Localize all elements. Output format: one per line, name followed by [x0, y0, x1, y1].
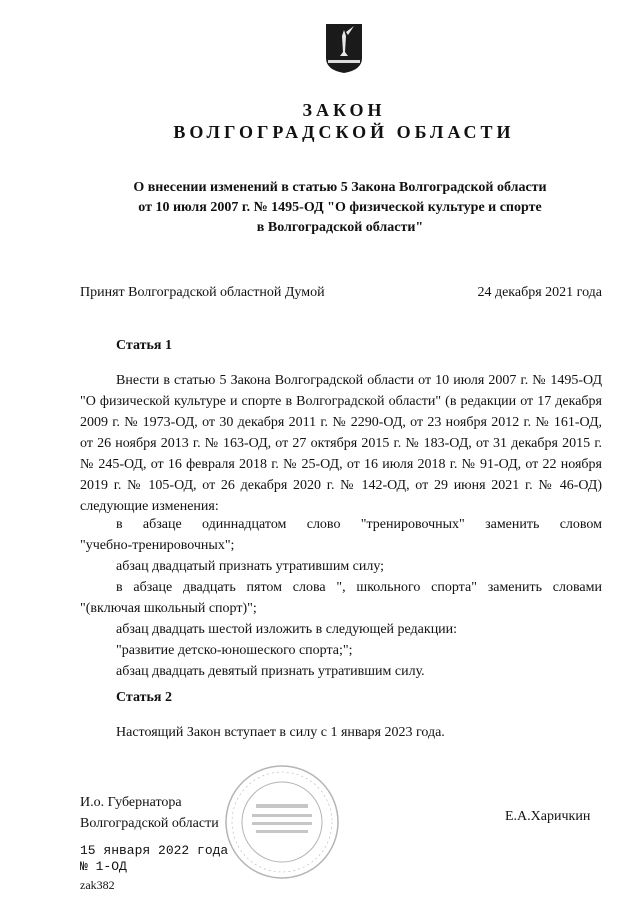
- law-heading: [130, 178, 550, 238]
- adopted-by: Принят Волгоградской областной Думой: [80, 285, 325, 300]
- change3-continuation: "(включая школьный спорт)";: [80, 601, 257, 616]
- change2-line: абзац двадцатый признать утратившим силу;: [116, 559, 385, 574]
- article1-intro: Внести в статью 5 Закона Волгоградской области от 10 июля 2007 г. № 1495-ОД "О физической культуре и спорте в Волгоградской области" (в редакции от 17 декабря 2009 г. № 1973-ОД, от 30 декабря 2011 г. № 2290-ОД, от 23 ноября 2012 г. № 161-ОД, от 26 ноября 2013 г. № 163-ОД, от 27 октября 2015 г. № 183-ОД, от 31 декабря 2015 г. № 245-ОД, от 16 февраля 2018 г. № 25-ОД, от 16 июля 2018 г. № 91-ОД, от 22 ноября 2019 г. № 105-ОД, от 26 декабря 2020 г. № 142-ОД, от 29 июня 2021 г. № 46-ОД) следующие изменения:: [80, 373, 602, 514]
- adopted-date: 24 декабря 2021 года: [477, 285, 602, 300]
- coat-of-arms-icon: [324, 22, 364, 74]
- signing-date: 15 января 2022 года: [80, 843, 229, 858]
- law-title: ЗАКОН: [302, 100, 386, 120]
- article1-title: Статья 1: [116, 338, 172, 353]
- change4-line: абзац двадцать шестой изложить в следующей редакции:: [116, 622, 458, 637]
- heading-line: О внесении изменений в статью 5 Закона Волгоградской области: [133, 180, 547, 195]
- change1-continuation: "учебно-тренировочных";: [80, 538, 235, 553]
- change3-line: в абзаце двадцать пятом слова ", школьного спорта" заменить словами: [116, 580, 602, 595]
- change4-text: "развитие детско-юношеского спорта;";: [116, 643, 353, 658]
- signer-name: Е.А.Харичкин: [505, 809, 591, 824]
- signer-position-2: Волгоградской области: [80, 816, 219, 831]
- article2-text: Настоящий Закон вступает в силу с 1 января 2023 года.: [116, 725, 445, 740]
- article2-title: Статья 2: [116, 690, 172, 705]
- document-code: zak382: [80, 878, 115, 892]
- official-stamp-icon: [222, 762, 342, 882]
- heading-line: в Волгоградской области": [256, 220, 424, 235]
- heading-line: от 10 июля 2007 г. № 1495-ОД "О физической культуре и спорте: [138, 200, 542, 215]
- change1-line: в абзаце одиннадцатом слово "тренировочных" заменить словом: [116, 517, 602, 532]
- law-subtitle: ВОЛГОГРАДСКОЙ ОБЛАСТИ: [173, 122, 515, 142]
- signer-position-1: И.о. Губернатора: [80, 795, 182, 810]
- law-number: № 1-ОД: [80, 859, 127, 874]
- change5-line: абзац двадцать девятый признать утратившим силу.: [116, 664, 425, 679]
